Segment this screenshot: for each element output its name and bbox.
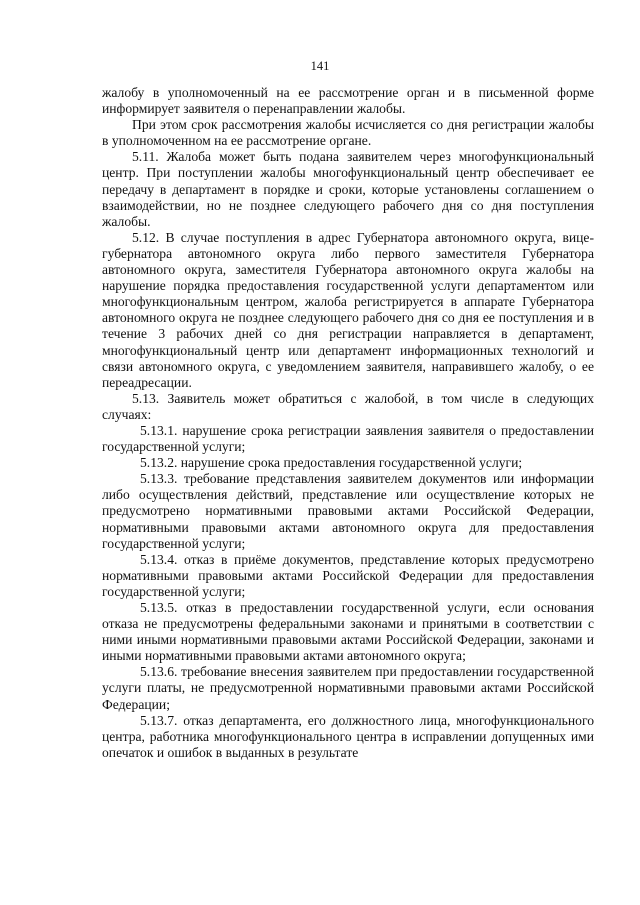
paragraph-5-13-7: 5.13.7. отказ департамента, его должностного лица, многофункционального центра, работника многофункционального центра в исправлении допущенных ими опечаток и ошибок в выданных в результате — [102, 712, 594, 760]
paragraph-continuation: жалобу в уполномоченный на ее рассмотрение орган и в письменной форме информирует заявителя о перенаправлении жалобы. — [102, 85, 594, 117]
page-number: 141 — [310, 59, 330, 73]
paragraph-5-13: 5.13. Заявитель может обратиться с жалобой, в том числе в следующих случаях: — [102, 390, 594, 422]
paragraph-5-13-2: 5.13.2. нарушение срока предоставления государственной услуги; — [140, 455, 523, 471]
paragraph-5-13-5: 5.13.5. отказ в предоставлении государственной услуги, если основания отказа не предусмотрены федеральными законами и принятыми в соответствии с ними иными нормативными правовыми актами Российской Федерации, законами и иными нормативными правовыми актами автономного округа; — [102, 600, 594, 664]
paragraph-5-12: 5.12. В случае поступления в адрес Губернатора автономного округа, вице-губернатора автономного округа либо первого заместителя Губернатора автономного округа, заместителя Губернатора автономного округа жалобы на нарушение порядка предоставления государственной услуги департаментом или многофункциональным центром, жалоба регистрируется в аппарате Губернатора автономного округа не позднее следующего рабочего дня со дня ее поступления и в течение 3 рабочих дней со дня регистрации направляется в департамент, многофункциональный центр или департамент информационных технологий и связи автономного округа, с уведомлением заявителя, направившего жалобу, о ее переадресации. — [102, 229, 594, 390]
paragraph-review-term: При этом срок рассмотрения жалобы исчисляется со дня регистрации жалобы в уполномоченном на ее рассмотрение органе. — [102, 117, 594, 149]
document-body — [102, 85, 594, 761]
paragraph-5-13-6: 5.13.6. требование внесения заявителем при предоставлении государственной услуги платы, не предусмотренной нормативными правовыми актами Российской Федерации; — [102, 664, 594, 712]
paragraph-5-13-4: 5.13.4. отказ в приёме документов, представление которых предусмотрено нормативными правовыми актами Российской Федерации для предоставления государственной услуги; — [102, 551, 594, 599]
paragraph-5-13-1: 5.13.1. нарушение срока регистрации заявления заявителя о предоставлении государственной услуги; — [102, 422, 594, 455]
paragraph-5-13-3: 5.13.3. требование представления заявителем документов или информации либо осуществления действий, представление или осуществление которых не предусмотрено нормативными правовыми актами Российской Федерации, нормативными правовыми актами автономного округа для предоставления государственной услуги; — [102, 471, 594, 551]
paragraph-5-11: 5.11. Жалоба может быть подана заявителем через многофункциональный центр. При поступлении жалобы многофункциональный центр обеспечивает ее передачу в департамент в порядке и сроки, которые установлены соглашением о взаимодействии, но не позднее следующего рабочего дня со дня поступления жалобы. — [102, 149, 594, 229]
